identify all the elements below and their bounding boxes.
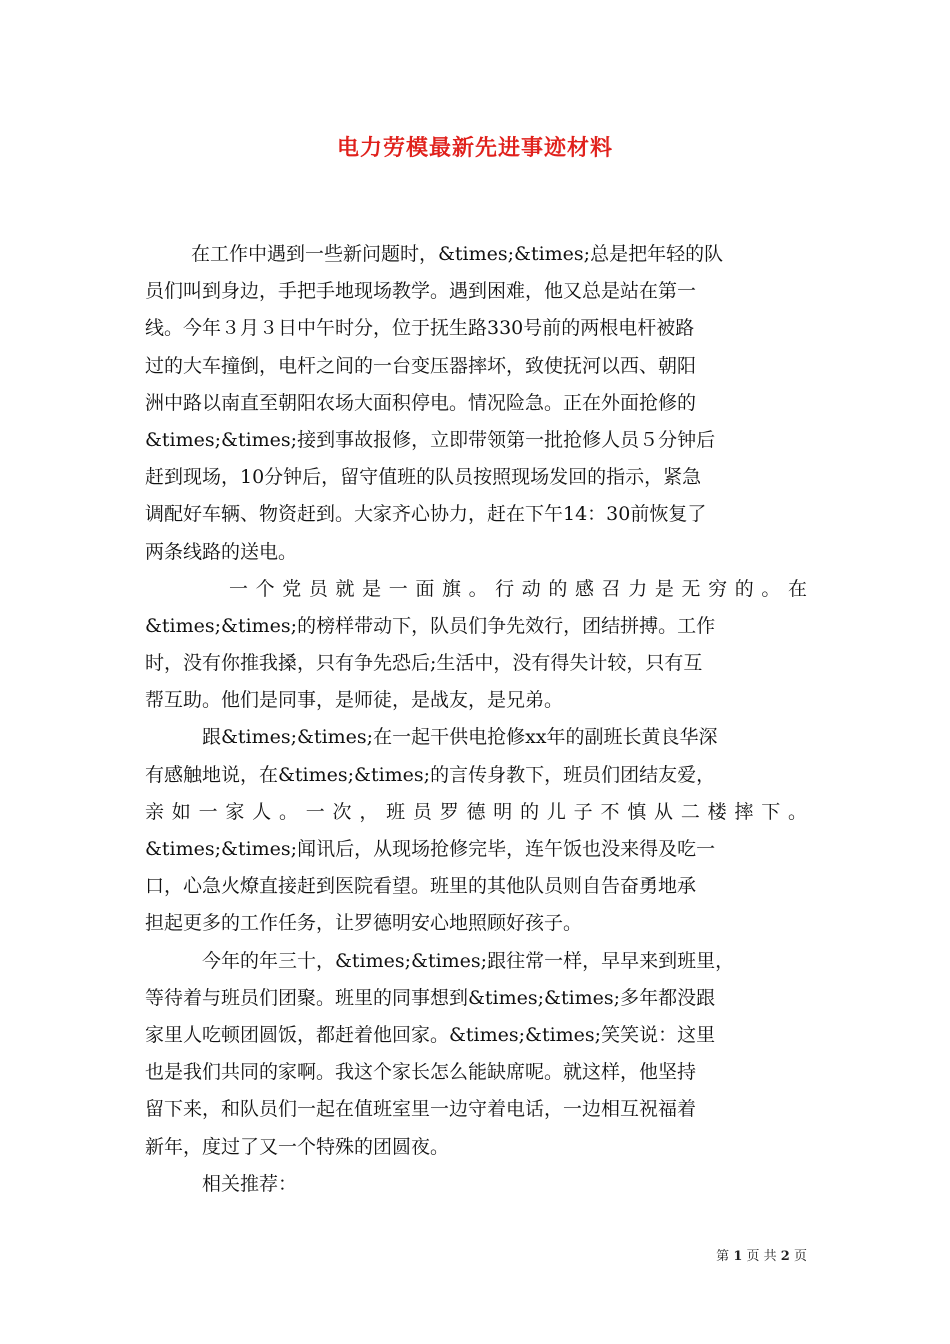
text-line: 时，没有你推我搡，只有争先恐后;生活中，没有得失计较，只有互 — [145, 652, 703, 675]
text-line: 调配好车辆、物资赶到。大家齐心协力，赶在下午14：30前恢复了 — [145, 503, 707, 526]
text-line: 家里人吃顿团圆饭，都赶着他回家。&times;&times;笑笑说：这里 — [145, 1023, 716, 1046]
text-line: 有感触地说，在&times;&times;的言传身教下，班员们团结友爱， — [145, 763, 716, 786]
text-line: 等待着与班员们团聚。班里的同事想到&times;&times;多年都没跟 — [145, 986, 716, 1009]
text-line: 今年的年三十，&times;&times;跟往常一样，早早来到班里， — [202, 949, 735, 972]
document-body — [145, 236, 807, 1203]
footer-middle: 页 共 — [746, 1249, 777, 1264]
text-line: &times;&times;的榜样带动下，队员们争先效行，团结拼搏。工作 — [145, 614, 716, 637]
text-line: 帮互助。他们是同事，是师徒，是战友，是兄弟。 — [145, 689, 564, 712]
text-line: 员们叫到身边，手把手地现场教学。遇到困难，他又总是站在第一 — [145, 280, 697, 303]
text-line: 一个党员就是一面旗。行动的感召力是无穷的。在 — [229, 577, 807, 600]
text-line: 跟&times;&times;在一起干供电抢修xx年的副班长黄良华深 — [202, 726, 718, 749]
footer-prefix: 第 — [716, 1249, 730, 1264]
page-title: 电力劳模最新先进事迹材料 — [336, 135, 613, 161]
footer-current-page: 1 — [733, 1249, 743, 1264]
text-line: 亲如一家人。一次，班员罗德明的儿子不慎从二楼摔下。 — [145, 800, 807, 823]
text-line: 两条线路的送电。 — [145, 540, 298, 563]
text-line: 洲中路以南直至朝阳农场大面积停电。情况险急。正在外面抢修的 — [145, 391, 697, 414]
related-recommendations-label: 相关推荐： — [202, 1172, 298, 1195]
text-line: 担起更多的工作任务，让罗德明安心地照顾好孩子。 — [145, 912, 583, 935]
text-line: 赶到现场，10分钟后，留守值班的队员按照现场发回的指示，紧急 — [145, 466, 702, 489]
footer-suffix: 页 — [793, 1249, 807, 1264]
text-line: 线。今年３月３日中午时分，位于抚生路330号前的两根电杆被路 — [145, 317, 695, 340]
footer-total-pages: 2 — [780, 1249, 790, 1264]
page-footer — [716, 1245, 807, 1264]
text-line: 过的大车撞倒，电杆之间的一台变压器摔坏，致使抚河以西、朝阳 — [145, 354, 697, 377]
text-line: &times;&times;接到事故报修，立即带领第一批抢修人员５分钟后 — [145, 428, 716, 451]
text-line: 在工作中遇到一些新问题时，&times;&times;总是把年轻的队 — [191, 243, 724, 265]
text-line: 口，心急火燎直接赶到医院看望。班里的其他队员则自告奋勇地承 — [145, 875, 697, 898]
text-line: 留下来，和队员们一起在值班室里一边守着电话，一边相互祝福着 — [145, 1098, 697, 1121]
text-line: 新年，度过了又一个特殊的团圆夜。 — [145, 1135, 450, 1158]
text-line: 也是我们共同的家啊。我这个家长怎么能缺席呢。就这样，他坚持 — [145, 1061, 697, 1084]
text-line: &times;&times;闻讯后，从现场抢修完毕，连午饭也没来得及吃一 — [145, 838, 716, 860]
